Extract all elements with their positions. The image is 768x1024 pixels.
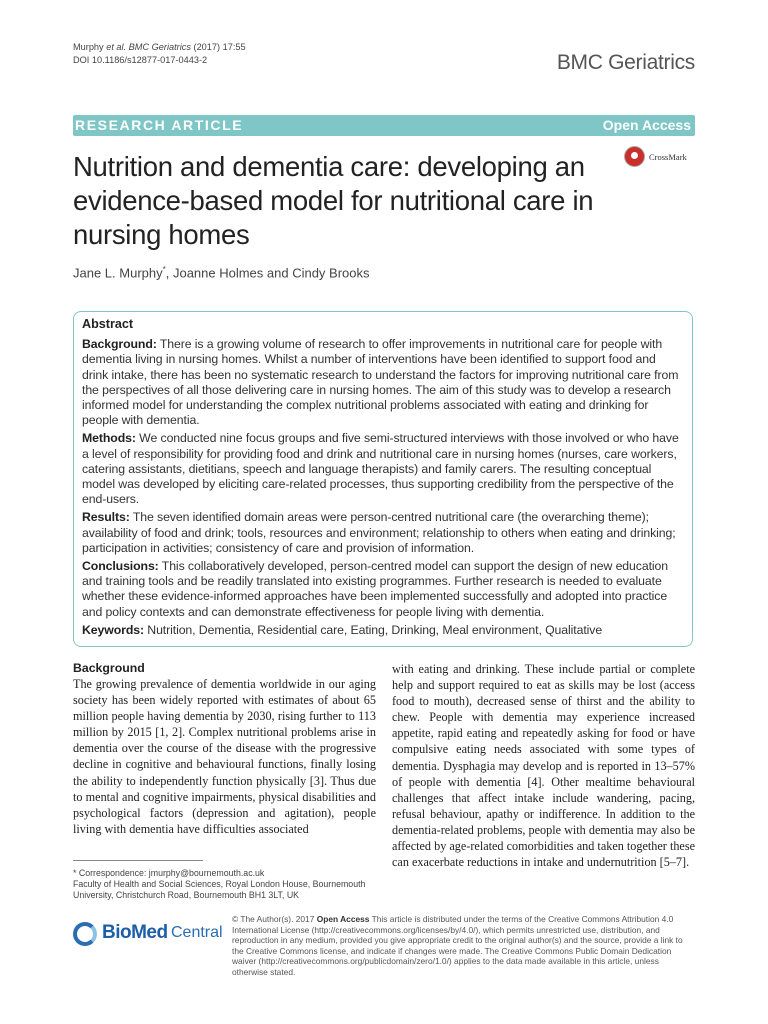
body-paragraph: with eating and drinking. These include partial or complete help and support required to eat as skills may be lost (access food to mouth), decreased sense of thirst and the ability to chew. People with dementia may experience increased appetite, rapid eating and repeatedly asking for food or have compulsive eating needs associated with some types of dementia. Dysphagia may develop and is reported in 13–57% of people with dementia [4]. Other mealtime behavioural challenges that affect intake include wandering, pacing, refusal behaviour, apathy or indifference. In addition to the dementia-related problems, people with dementia may also be affected by age-related comorbidities and taken together these can exacerbate reductions in intake and undernutrition [5–7].: [392, 662, 695, 870]
journal-name[interactable]: BMC Geriatrics: [556, 51, 695, 74]
abstract-box: [73, 311, 693, 647]
section-text: We conducted nine focus groups and five semi-structured interviews with those involved or who have a level of responsibility for providing food and drink and nutritional care in nursing homes (nurses, care workers, catering assistants, dietitians, speech and language therapists) and family carers. The resulting conceptual model was developed by eliciting care-related processes, thus supporting credibility from the perspective of the end-users.: [82, 431, 679, 507]
citation-volume: (2017) 17:55: [190, 42, 246, 52]
section-label: Background:: [82, 337, 157, 352]
citation-authors: Murphy: [73, 42, 107, 52]
section-label: Keywords:: [82, 622, 144, 637]
citation-line: [73, 41, 246, 54]
abstract-background: [82, 337, 682, 428]
citation-header: [73, 41, 246, 67]
copyright-text: © The Author(s). 2017: [232, 914, 317, 924]
crossmark-label: CrossMark: [649, 152, 687, 162]
author-name[interactable]: Jane L. Murphy: [73, 265, 163, 281]
author-names: , Joanne Holmes and Cindy Brooks: [165, 265, 370, 281]
crossmark-icon: [624, 146, 645, 167]
doi[interactable]: DOI 10.1186/s12877-017-0443-2: [73, 55, 208, 65]
logo-text-central: Central: [171, 924, 223, 941]
article-title: Nutrition and dementia care: developing an evidence-based model for nutritional care in nursing homes: [73, 151, 594, 250]
section-label: Results:: [82, 510, 130, 525]
open-access-label: Open Access: [602, 117, 691, 133]
author-list: [73, 265, 370, 280]
citation-journal: et al. BMC Geriatrics: [106, 42, 191, 52]
section-label: Conclusions:: [82, 559, 159, 574]
abstract-heading: Abstract: [82, 317, 134, 331]
section-text: Nutrition, Dementia, Residential care, Eating, Drinking, Meal environment, Qualitative: [143, 622, 603, 637]
section-text: The seven identified domain areas were person-centred nutritional care (the overarching theme); availability of food and drink; tools, resources and environment; relationship to others when eating and drinking; participation in activities; consistency of care and provision of information.: [82, 510, 676, 555]
article-type-banner: [73, 115, 695, 136]
section-text: There is a growing volume of research to offer improvements in nutritional care for people with dementia living in nursing homes. Whilst a number of interventions have been identified to support food and drink intake, there has been no systematic research to understand the factors for improving nutritional care from the perspectives of all those delivering care in nursing homes. The aim of this study was to develop a research informed model for understanding the complex nutritional problems associated with eating and drinking for people with dementia.: [82, 337, 679, 428]
license-text: This article is distributed under the terms of the Creative Commons Attribution 4.0 International License (http://creativecommons.org/licenses/by/4.0/), which permits unrestricted use, distribution, and reproduction in any medium, provided you give appropriate credit to the original author(s) and the source, provide a link to the Creative Commons license, and indicate if changes were made. The Creative Commons Public Domain Dedication waiver (http://creativecommons.org/publicdomain/zero/1.0/) applies to the data made available in this article, unless otherwise stated.: [232, 914, 683, 977]
section-label: Methods:: [82, 431, 136, 446]
crossmark-badge[interactable]: [624, 146, 704, 170]
biomed-central-logo[interactable]: [73, 918, 223, 950]
correspondence-note[interactable]: * Correspondence: jmurphy@bournemouth.ac.uk: [73, 868, 265, 878]
footnote: [73, 868, 383, 902]
logo-text-biomed: BioMed: [102, 922, 168, 943]
body-column-right: [392, 661, 695, 870]
footnote-divider: [73, 860, 203, 861]
section-heading-background: Background: [73, 661, 145, 675]
abstract-keywords: [82, 623, 682, 638]
corresponding-author-mark: *: [162, 265, 166, 274]
open-access-label: Open Access: [316, 914, 370, 924]
body-paragraph: The growing prevalence of dementia worldwide in our aging society has been widely reported with estimates of about 65 million people having dementia by 2030, rising further to 113 million by 2015 [1, 2]. Complex nutritional problems arise in dementia over the course of the disease with the progressive decline in cognitive and behavioural functions, finally losing the ability to independently function physically [3]. Thus due to mental and cognitive impairments, physical disabilities and psychological factors (depression and agitation), people living with dementia have difficulties associated: [73, 677, 376, 836]
section-text: This collaboratively developed, person-centred model can support the design of new education and training tools and be readily translated into existing programmes. Further research is needed to evaluate whether these evidence-informed approaches have been implemented successfully and adopted into practice and policy contexts and can demonstrate effectiveness for people living with dementia.: [82, 559, 669, 619]
abstract-methods: [82, 431, 682, 507]
body-column-left: [73, 661, 376, 837]
article-type-label: RESEARCH ARTICLE: [75, 117, 244, 133]
biomed-central-ring-icon: [73, 922, 97, 946]
affiliation-note: Faculty of Health and Social Sciences, Royal London House, Bournemouth University, Christchurch Road, Bournemouth BH1 3LT, UK: [73, 879, 366, 901]
license-statement: [232, 914, 695, 978]
abstract-conclusions: [82, 559, 682, 620]
abstract-results: [82, 510, 682, 556]
